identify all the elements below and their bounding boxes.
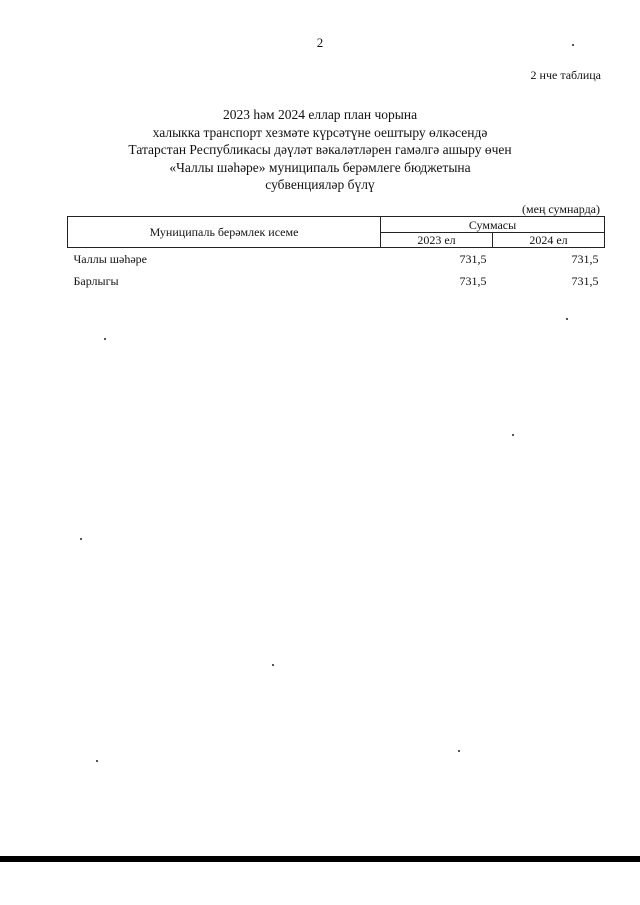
scan-speck	[512, 434, 514, 436]
scan-speck	[572, 44, 574, 46]
subvention-table	[67, 216, 605, 292]
units-note: (мең сумнарда)	[522, 202, 600, 216]
table-row	[68, 270, 605, 292]
row-name: Чаллы шәһәре	[73, 252, 147, 266]
title-line: субвенцияләр бүлү	[265, 177, 375, 192]
row-value: 731,5	[571, 252, 599, 266]
row-value: 731,5	[459, 252, 487, 266]
title-line: халыкка транспорт хезмәте күрсәтүне оештыру өлкәсендә	[152, 124, 488, 140]
title-line: «Чаллы шәһәре» муниципаль берәмлеге бюджетына	[169, 159, 471, 175]
scan-speck	[566, 318, 568, 320]
scan-edge-bar	[0, 856, 640, 862]
row-value: 731,5	[459, 274, 487, 288]
title-line: 2023 һәм 2024 еллар план чорына	[222, 107, 418, 122]
table-label: 2 нче таблица	[530, 68, 601, 82]
table-row	[68, 248, 605, 271]
column-header-year: 2023 ел	[381, 233, 493, 248]
document-title	[0, 106, 640, 194]
column-header-name: Муниципаль берәмлек исеме	[68, 217, 381, 248]
title-line: Татарстан Республикасы дәүләт вәкаләтләрен гамәлгә ашыру өчен	[128, 142, 512, 157]
column-header-year: 2024 ел	[493, 233, 605, 248]
row-name: Барлыгы	[73, 274, 119, 288]
scan-speck	[96, 760, 98, 762]
column-header-sums: Суммасы	[381, 217, 605, 233]
scan-speck	[458, 750, 460, 752]
row-value: 731,5	[571, 274, 599, 288]
page-number: 2	[316, 35, 324, 50]
scan-speck	[104, 338, 106, 340]
scan-speck	[272, 664, 274, 666]
scan-speck	[80, 538, 82, 540]
